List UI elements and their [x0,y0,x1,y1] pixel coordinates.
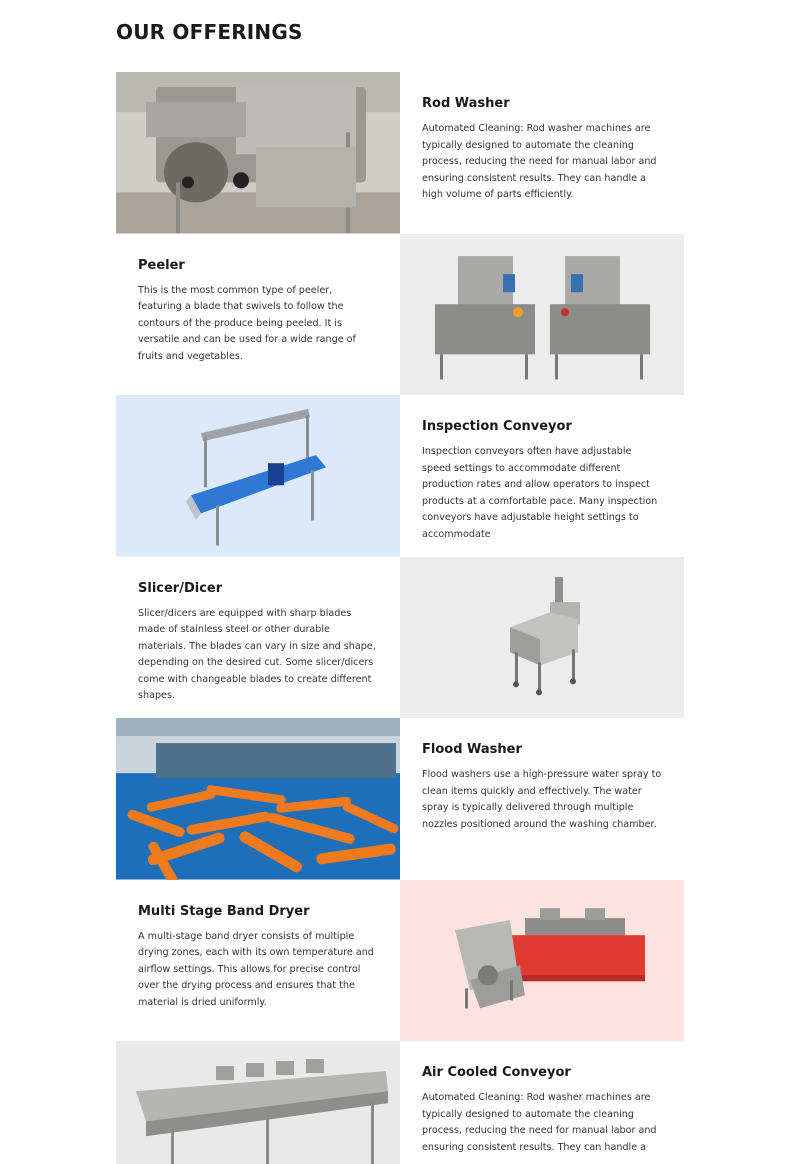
air-cooled-conveyor-image [116,1041,400,1164]
flood-washer-title: Flood Washer [422,742,522,757]
band-dryer-card [116,880,400,1042]
inspection-conveyor-description: Inspection conveyors often have adjustable speed settings to accommodate different production rates and allow operators to inspect products at a comfortable pace. Many inspection conveyors have adjustable height settings to accommodate [422,446,658,540]
band-dryer-description: A multi-stage band dryer consists of multiple drying zones, each with its own temperature and airflow settings. This allows for precise control over the drying process and ensures that the material is dried uniformly. [138,930,374,1008]
band-dryer-title: Multi Stage Band Dryer [138,903,310,919]
slicer-dicer-description: Slicer/dicers are equipped with sharp blades made of stainless steel or other durable materials. The blades can vary in size and shape, depending on the desired cut. Some slicer/dicers come with changeable blades to create different shapes. [138,607,376,702]
offering-row-flood-washer [116,718,684,880]
flood-washer-image [116,718,400,880]
peeler-image [400,234,684,396]
offering-row-inspection-conveyor [116,395,684,557]
page-title: OUR OFFERINGS [116,20,303,44]
rod-washer-card [400,72,684,234]
air-cooled-conveyor-description: Automated Cleaning: Rod washer machines are typically designed to automate the cleaning process, reducing the need for manual labor and ensuring consistent results. They can handle a [422,1092,657,1153]
flood-washer-card [400,718,684,880]
inspection-conveyor-title: Inspection Conveyor [422,419,572,434]
inspection-conveyor-image [116,395,400,557]
offering-row-rod-washer [116,72,684,234]
rod-washer-image [116,72,400,234]
slicer-dicer-image [400,557,684,719]
offering-row-slicer-dicer [116,557,684,719]
rod-washer-title: Rod Washer [422,96,510,111]
peeler-card [116,234,400,396]
peeler-description: This is the most common type of peeler, featuring a blade that swivels to follow the contours of the produce being peeled. It is versatile and can be used for a wide range of fruits and vegetables. [138,284,356,362]
offerings-grid [116,72,684,1164]
flood-washer-description: Flood washers use a high-pressure water spray to clean items quickly and effectively. The water spray is typically delivered through multiple nozzles positioned around the washing chamber. [422,769,662,830]
slicer-dicer-card [116,557,400,719]
offering-row-peeler [116,234,684,396]
rod-washer-description: Automated Cleaning: Rod washer machines are typically designed to automate the cleaning process, reducing the need for manual labor and ensuring consistent results. They can handle a high volume of parts efficiently. [422,123,657,201]
offering-row-band-dryer [116,880,684,1042]
air-cooled-conveyor-card [400,1041,684,1164]
air-cooled-conveyor-title: Air Cooled Conveyor [422,1065,571,1080]
offering-row-air-cooled-conveyor [116,1041,684,1164]
band-dryer-image [400,880,684,1042]
slicer-dicer-title: Slicer/Dicer [138,580,223,596]
peeler-title: Peeler [138,257,185,273]
inspection-conveyor-card [400,395,684,557]
